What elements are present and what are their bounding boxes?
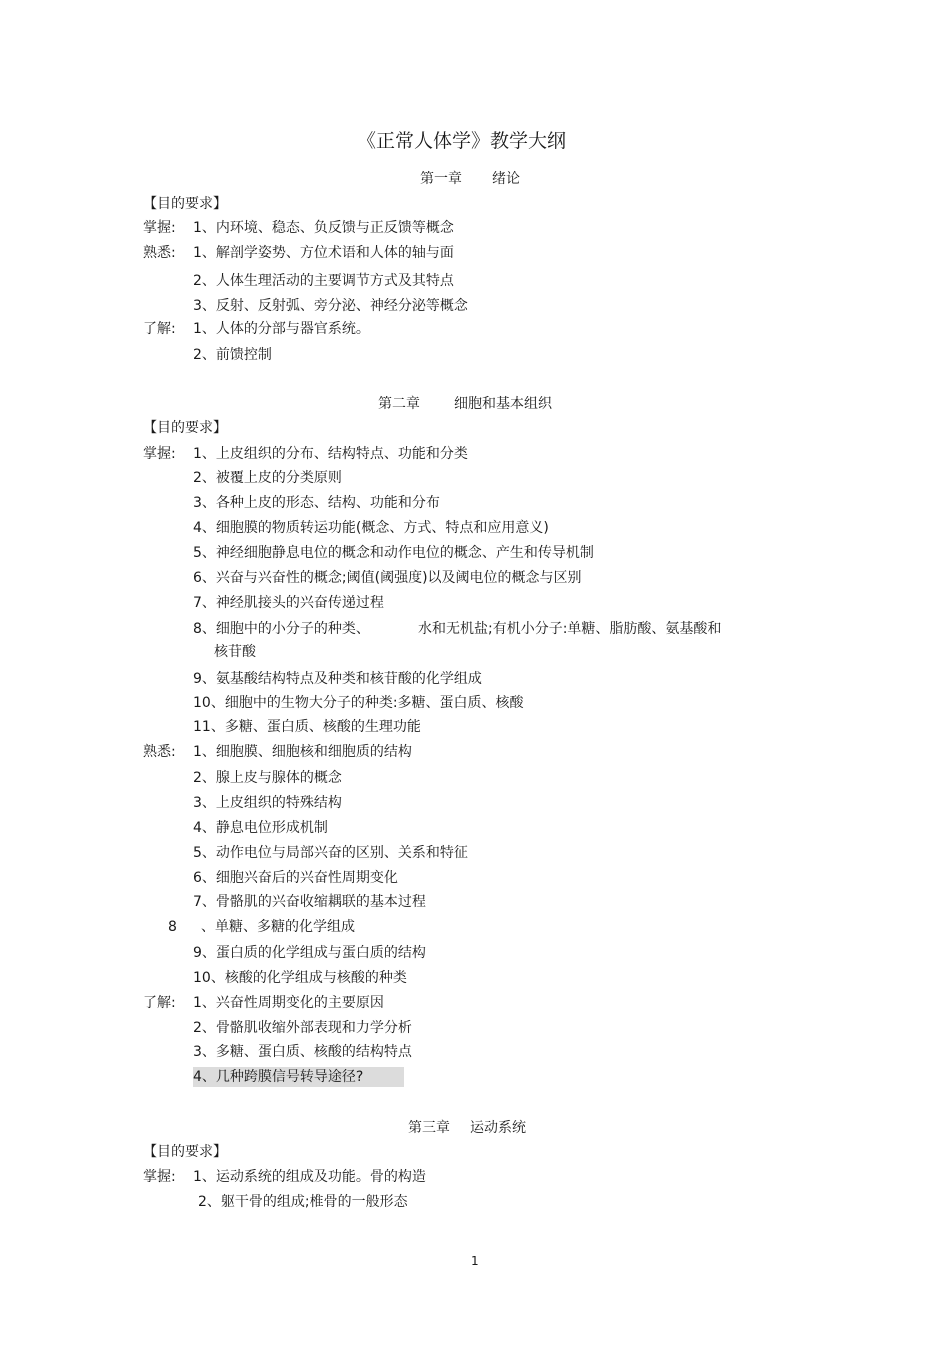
list-item-continuation: 水和无机盐;有机小分子:单糖、脂肪酸、氨基酸和 <box>418 621 722 637</box>
list-item: 9、蛋白质的化学组成与蛋白质的结构 <box>193 945 426 961</box>
list-item: 6、兴奋与兴奋性的概念;阈值(阈强度)以及阈电位的概念与区别 <box>193 570 582 586</box>
list-item: 5、动作电位与局部兴奋的区别、关系和特征 <box>193 845 468 861</box>
list-item: 1、上皮组织的分布、结构特点、功能和分类 <box>193 446 468 462</box>
list-item: 3、反射、反射弧、旁分泌、神经分泌等概念 <box>193 298 468 314</box>
list-item: 6、细胞兴奋后的兴奋性周期变化 <box>193 870 398 886</box>
list-item: 2、人体生理活动的主要调节方式及其特点 <box>193 273 454 289</box>
requirements-label: 【目的要求】 <box>143 1144 227 1160</box>
list-item: 7、骨骼肌的兴奋收缩耦联的基本过程 <box>193 894 426 910</box>
page-title: 《正常人体学》教学大纲 <box>357 130 567 152</box>
list-item: 2、被覆上皮的分类原则 <box>193 470 342 486</box>
list-item: 1、细胞膜、细胞核和细胞质的结构 <box>193 744 412 760</box>
list-item: 1、运动系统的组成及功能。骨的构造 <box>193 1169 426 1185</box>
list-item: 10、细胞中的生物大分子的种类:多糖、蛋白质、核酸 <box>193 695 524 711</box>
list-item: 11、多糖、蛋白质、核酸的生理功能 <box>193 719 421 735</box>
chapter-name: 绪论 <box>492 171 520 187</box>
group-label-master: 掌握: <box>143 446 176 462</box>
chapter-name: 细胞和基本组织 <box>454 396 552 412</box>
group-label-understand: 了解: <box>143 995 176 1011</box>
group-label-master: 掌握: <box>143 1169 176 1185</box>
chapter-name: 运动系统 <box>470 1120 526 1136</box>
list-item: 1、兴奋性周期变化的主要原因 <box>193 995 384 1011</box>
list-item: 、单糖、多糖的化学组成 <box>201 919 355 935</box>
list-item: 3、上皮组织的特殊结构 <box>193 795 342 811</box>
list-item: 4、静息电位形成机制 <box>193 820 328 836</box>
list-item-wrap: 核苷酸 <box>214 644 256 660</box>
group-label-familiar: 熟悉: <box>143 744 176 760</box>
list-item: 5、神经细胞静息电位的概念和动作电位的概念、产生和传导机制 <box>193 545 594 561</box>
group-label-master: 掌握: <box>143 220 176 236</box>
chapter-2-heading <box>378 395 552 413</box>
group-label-familiar: 熟悉: <box>143 245 176 261</box>
list-item: 1、解剖学姿势、方位术语和人体的轴与面 <box>193 245 454 261</box>
list-item: 9、氨基酸结构特点及种类和核苷酸的化学组成 <box>193 671 482 687</box>
list-item-number: 8 <box>168 919 177 935</box>
list-item-highlighted: 4、几种跨膜信号转导途径? <box>193 1067 404 1087</box>
chapter-3-heading <box>408 1119 526 1137</box>
group-label-understand: 了解: <box>143 321 176 337</box>
list-item: 2、前馈控制 <box>193 347 272 363</box>
chapter-number: 第二章 <box>378 396 420 412</box>
requirements-label: 【目的要求】 <box>143 196 227 212</box>
list-item: 3、各种上皮的形态、结构、功能和分布 <box>193 495 440 511</box>
page-number: 1 <box>471 1254 479 1268</box>
list-item: 8、细胞中的小分子的种类、 <box>193 621 370 637</box>
chapter-number: 第一章 <box>420 171 462 187</box>
requirements-label: 【目的要求】 <box>143 420 227 436</box>
list-item: 2、骨骼肌收缩外部表现和力学分析 <box>193 1020 412 1036</box>
list-item: 10、核酸的化学组成与核酸的种类 <box>193 970 407 986</box>
chapter-1-heading <box>420 170 520 188</box>
list-item: 4、细胞膜的物质转运功能(概念、方式、特点和应用意义) <box>193 520 549 536</box>
list-item: 7、神经肌接头的兴奋传递过程 <box>193 595 384 611</box>
list-item: 3、多糖、蛋白质、核酸的结构特点 <box>193 1044 412 1060</box>
list-item: 1、内环境、稳态、负反馈与正反馈等概念 <box>193 220 454 236</box>
list-item: 2、腺上皮与腺体的概念 <box>193 770 342 786</box>
chapter-number: 第三章 <box>408 1120 450 1136</box>
list-item: 2、躯干骨的组成;椎骨的一般形态 <box>198 1194 408 1210</box>
list-item: 1、人体的分部与器官系统。 <box>193 321 370 337</box>
